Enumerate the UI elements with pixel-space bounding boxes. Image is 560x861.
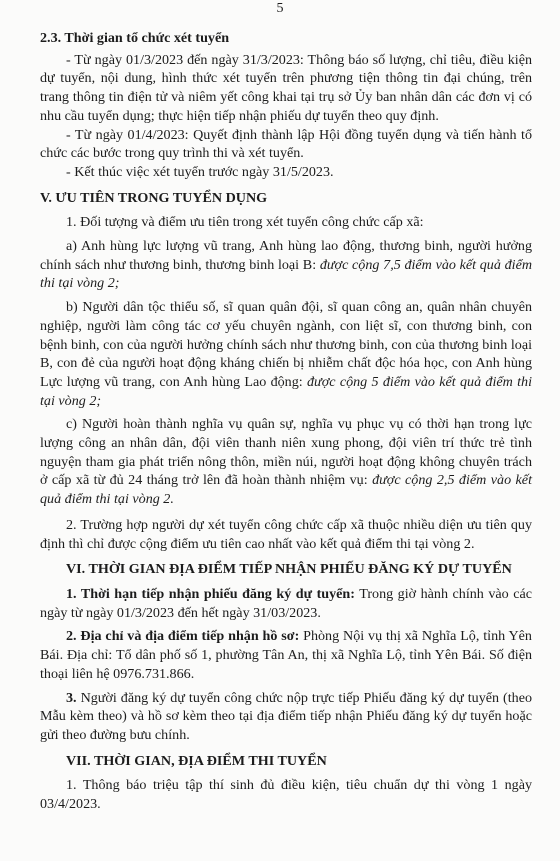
paragraph — [40, 298, 532, 410]
item-b-text: b) Người dân tộc thiểu số, sĩ quan quân đội, sĩ quan công an, quân nhân chuyên nghiệp, người làm công tác cơ yếu chuyên ngành, con liệt sĩ, con thương binh, con bệnh binh, con của người hưởng chính sách như thương binh, con của thương binh loại B, con đẻ của người hoạt động kháng chiến bị nhiễm chất độc hóa học, con Anh hùng Lực lượng vũ trang, con Anh hùng Lao động: — [40, 299, 532, 390]
section-v-heading: V. ƯU TIÊN TRONG TUYỂN DỤNG — [40, 189, 268, 206]
item-3-label: 3. — [66, 689, 77, 706]
document-body — [40, 0, 532, 814]
item-a-points: được cộng 7,5 điểm vào kết quả điểm thi tại vòng 2; — [40, 256, 532, 292]
reception-deadline-text: Trong giờ hành chính vào các ngày từ ngày 01/3/2023 đến hết ngày 31/03/2023. — [40, 585, 533, 621]
paragraph: - Kết thúc việc xét tuyển trước ngày 31/5/2023. — [66, 163, 334, 180]
reception-deadline-label: 1. Thời hạn tiếp nhận phiếu đăng ký dự tuyển: — [66, 585, 355, 602]
paragraph — [40, 627, 532, 683]
paragraph: 1. Đối tượng và điểm ưu tiên trong xét tuyển công chức cấp xã: — [66, 214, 424, 231]
section-vii-heading: VII. THỜI GIAN, ĐỊA ĐIỂM THI TUYỂN — [66, 752, 327, 769]
paragraph: 1. Thông báo triệu tập thí sinh đủ điều kiện, tiêu chuẩn dự thi vòng 1 ngày 03/4/2023. — [40, 777, 532, 813]
section-vi-heading: VI. THỜI GIAN ĐỊA ĐIỂM TIẾP NHẬN PHIẾU ĐĂNG KÝ DỰ TUYỂN — [66, 561, 512, 578]
paragraph: - Từ ngày 01/3/2023 đến ngày 31/3/2023: Thông báo số lượng, chỉ tiêu, điều kiện dự tuyển, nội dung, hình thức xét tuyển trên phương tiện thông tin đại chúng, trên trang thông tin điện tử và niêm yết công khai tại trụ sở Ủy ban nhân dân các đơn vị có nhu cầu tuyển dụng; thực hiện tiếp nhận phiếu dự tuyển theo quy định. — [40, 51, 532, 124]
item-c-text: c) Người hoàn thành nghĩa vụ quân sự, nghĩa vụ phục vụ có thời hạn trong lực lượng công an nhân dân, đội viên thanh niên xung phong, đội viên trí thức trẻ tình nguyện tham gia phát triển nông thôn, miền núi, người hoạt động không chuyên trách ở cấp xã từ đủ 24 tháng trở lên đã hoàn thành nhiệm vụ: — [40, 416, 532, 489]
reception-address-label: 2. Địa chỉ và địa điểm tiếp nhận hồ sơ: — [66, 628, 300, 645]
item-a-text: a) Anh hùng lực lượng vũ trang, Anh hùng lao động, thương binh, người hưởng chính sách như thương binh, thương binh loại B: — [40, 238, 532, 273]
paragraph: - Từ ngày 01/4/2023: Quyết định thành lập Hội đồng tuyển dụng và tiến hành tổ chức các bước trong quy trình thi và xét tuyển. — [40, 126, 532, 162]
section-2-3-heading: 2.3. Thời gian tổ chức xét tuyển — [40, 30, 230, 46]
paragraph — [40, 415, 532, 509]
paragraph — [40, 689, 532, 745]
page-number: 5 — [276, 1, 284, 16]
paragraph — [40, 585, 532, 622]
paragraph: 2. Trường hợp người dự xét tuyển công chức cấp xã thuộc nhiều diện ưu tiên quy định thì chỉ được cộng điểm ưu tiên cao nhất vào kết quả điểm thi tại vòng 2. — [40, 516, 532, 552]
reception-address-text: Phòng Nội vụ thị xã Nghĩa Lộ, tỉnh Yên Bái. Địa chỉ: Tổ dân phố số 1, phường Tân An, thị xã Nghĩa Lộ, tỉnh Yên Bái. Số điện thoại liên hệ 0976.731.866. — [40, 628, 532, 682]
paragraph — [40, 237, 532, 293]
item-3-text: Người đăng ký dự tuyển công chức nộp trực tiếp Phiếu đăng ký dự tuyển (theo Mẫu kèm theo) và hồ sơ kèm theo tại địa điểm tiếp nhận Phiếu đăng ký dự tuyển hoặc gửi theo đường bưu chính. — [40, 689, 532, 743]
item-c-points: được cộng 2,5 điểm vào kết quả điểm thi tại vòng 2. — [40, 472, 532, 508]
item-b-points: được cộng 5 điểm vào kết quả điểm thi tại vòng 2; — [40, 373, 533, 409]
